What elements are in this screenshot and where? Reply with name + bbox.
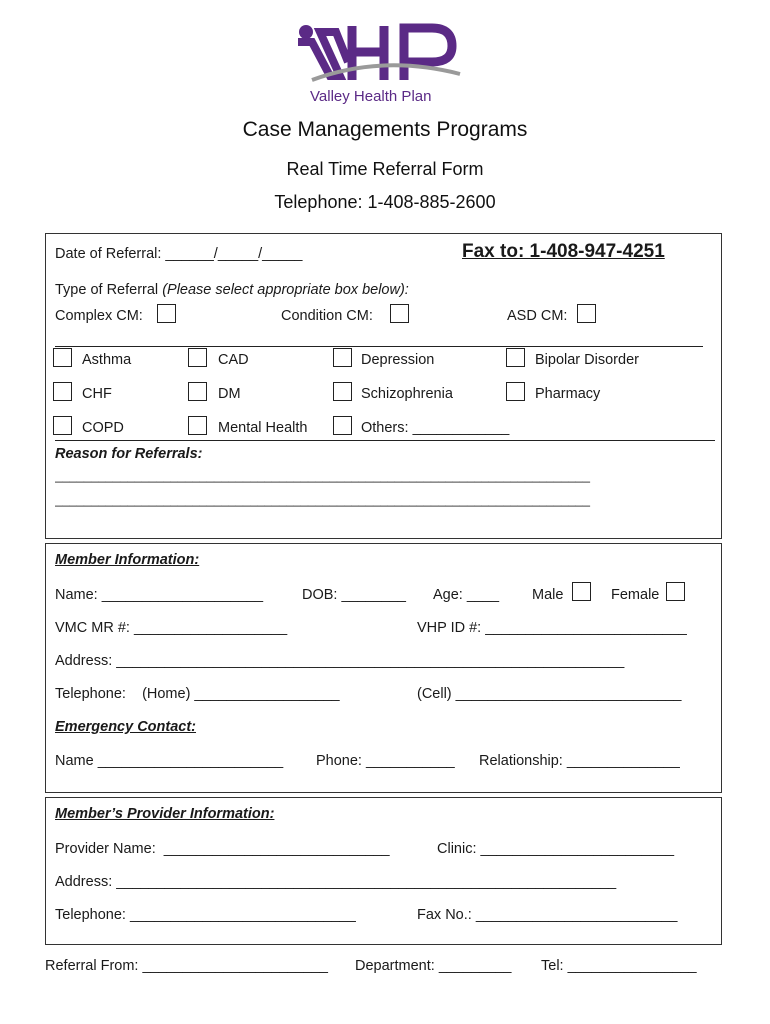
chf-label: CHF bbox=[82, 386, 112, 402]
logo-name: Valley Health Plan bbox=[310, 88, 432, 105]
date-of-referral[interactable]: Date of Referral: ______/_____/_____ bbox=[55, 246, 303, 262]
form-subtitle: Real Time Referral Form bbox=[286, 159, 484, 179]
copd-label: COPD bbox=[82, 420, 124, 436]
asthma-checkbox[interactable] bbox=[53, 348, 72, 367]
emergency-heading: Emergency Contact: bbox=[55, 719, 197, 735]
copd-checkbox[interactable] bbox=[53, 416, 72, 435]
dm-label: DM bbox=[218, 386, 241, 402]
vhp-id-field[interactable]: VHP ID #: _________________________ bbox=[417, 620, 687, 636]
pharmacy-checkbox[interactable] bbox=[506, 382, 525, 401]
reason-line-2[interactable]: __________________________________________________________________________ bbox=[55, 492, 591, 507]
member-heading: Member Information: bbox=[55, 552, 200, 568]
clinic-field[interactable]: Clinic: ________________________ bbox=[437, 841, 675, 857]
schizophrenia-label: Schizophrenia bbox=[361, 386, 453, 402]
complex-cm-checkbox[interactable] bbox=[157, 304, 176, 323]
schizophrenia-checkbox[interactable] bbox=[333, 382, 352, 401]
provider-address-field[interactable]: Address: ______________________________________________________________ bbox=[55, 874, 617, 890]
referral-from-field[interactable]: Referral From: _______________________ bbox=[45, 958, 328, 974]
member-address-field[interactable]: Address: _______________________________________________________________ bbox=[55, 653, 625, 669]
cad-label: CAD bbox=[218, 352, 249, 368]
department-field[interactable]: Department: _________ bbox=[355, 958, 512, 974]
others-checkbox[interactable] bbox=[333, 416, 352, 435]
member-dob-field[interactable]: DOB: ________ bbox=[302, 587, 406, 603]
ec-relationship-field[interactable]: Relationship: ______________ bbox=[479, 753, 680, 769]
depression-checkbox[interactable] bbox=[333, 348, 352, 367]
member-telephone-cell[interactable]: (Cell) ____________________________ bbox=[417, 686, 682, 702]
page-title: Case Managements Programs bbox=[242, 118, 528, 141]
reason-heading: Reason for Referrals: bbox=[55, 446, 203, 462]
tel-field[interactable]: Tel: ________________ bbox=[541, 958, 697, 974]
vmc-mr-field[interactable]: VMC MR #: ___________________ bbox=[55, 620, 288, 636]
provider-fax-field[interactable]: Fax No.: _________________________ bbox=[417, 907, 678, 923]
bipolar-label: Bipolar Disorder bbox=[535, 352, 639, 368]
reason-line-1[interactable]: __________________________________________________________________________ bbox=[55, 468, 591, 483]
provider-heading: Member’s Provider Information: bbox=[55, 806, 275, 822]
ec-phone-field[interactable]: Phone: ___________ bbox=[316, 753, 455, 769]
type-of-referral bbox=[55, 282, 409, 298]
type-hint: (Please select appropriate box below): bbox=[162, 282, 409, 298]
ec-name-field[interactable]: Name _______________________ bbox=[55, 753, 284, 769]
female-label: Female bbox=[611, 587, 660, 603]
male-label: Male bbox=[532, 587, 564, 603]
asd-cm-label: ASD CM: bbox=[507, 308, 568, 324]
provider-name-field[interactable]: Provider Name: ____________________________ bbox=[55, 841, 390, 857]
cad-checkbox[interactable] bbox=[188, 348, 207, 367]
complex-cm-label: Complex CM: bbox=[55, 308, 143, 324]
chf-checkbox[interactable] bbox=[53, 382, 72, 401]
member-name-field[interactable]: Name: ____________________ bbox=[55, 587, 264, 603]
condition-cm-checkbox[interactable] bbox=[390, 304, 409, 323]
provider-telephone-field[interactable]: Telephone: ____________________________ bbox=[55, 907, 356, 923]
divider bbox=[55, 440, 715, 441]
type-label: Type of Referral bbox=[55, 282, 163, 298]
mental-health-label: Mental Health bbox=[218, 420, 308, 436]
divider bbox=[55, 346, 703, 347]
member-telephone-home[interactable]: Telephone: (Home) __________________ bbox=[55, 686, 340, 702]
depression-label: Depression bbox=[361, 352, 435, 368]
member-age-field[interactable]: Age: ____ bbox=[433, 587, 500, 603]
fax-to: Fax to: 1-408-947-4251 bbox=[462, 241, 665, 262]
condition-cm-label: Condition CM: bbox=[281, 308, 373, 324]
pharmacy-label: Pharmacy bbox=[535, 386, 601, 402]
asd-cm-checkbox[interactable] bbox=[577, 304, 596, 323]
dm-checkbox[interactable] bbox=[188, 382, 207, 401]
mental-health-checkbox[interactable] bbox=[188, 416, 207, 435]
logo bbox=[292, 18, 468, 110]
bipolar-checkbox[interactable] bbox=[506, 348, 525, 367]
asthma-label: Asthma bbox=[82, 352, 132, 368]
female-checkbox[interactable] bbox=[666, 582, 685, 601]
header-telephone: Telephone: 1-408-885-2600 bbox=[274, 192, 496, 212]
others-label[interactable]: Others: ____________ bbox=[361, 420, 510, 436]
male-checkbox[interactable] bbox=[572, 582, 591, 601]
